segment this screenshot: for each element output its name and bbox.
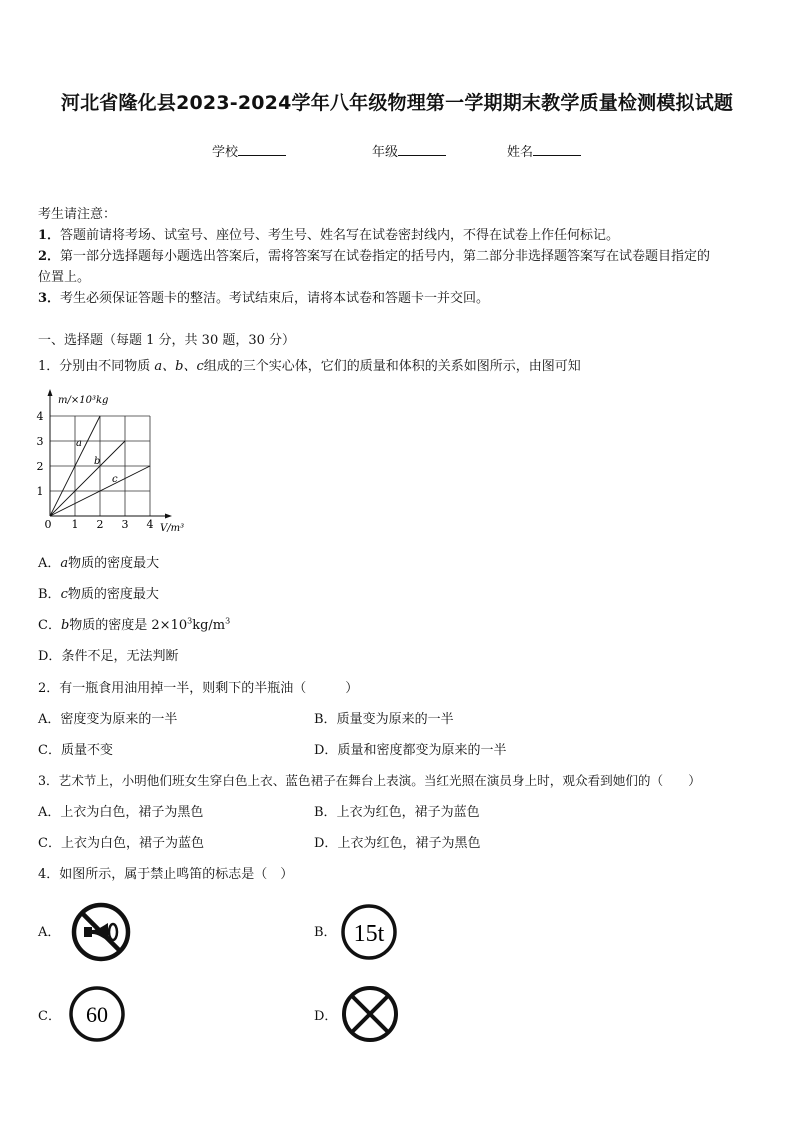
notice-heading: 考生请注意：: [38, 207, 117, 222]
notice-item-2: [38, 245, 710, 264]
notice-item-num: 3．: [38, 291, 61, 306]
option-label: B．: [38, 587, 61, 602]
q1-stem-vars: a、b、c: [154, 359, 204, 374]
x-tick-label: 0: [44, 518, 52, 531]
q1-option-c[interactable]: [38, 614, 230, 633]
option-text: 密度变为原来的一半: [60, 712, 178, 727]
notice-item-num: 1．: [38, 228, 61, 243]
x-axis-label: V/m³: [160, 523, 185, 534]
page-title: 河北省隆化县2023-2024学年八年级物理第一学期期末教学质量检测模拟试题: [60, 92, 734, 114]
series-label-a: a: [76, 438, 82, 449]
option-label: A．: [38, 805, 61, 820]
option-sup-unit: 3: [225, 616, 231, 626]
option-var: a: [60, 556, 69, 571]
notice-item-3: [38, 287, 489, 306]
option-text: 上衣为白色，裙子为蓝色: [60, 836, 204, 851]
q3-option-b[interactable]: [314, 801, 480, 820]
q3-stem: 3．艺术节上，小明他们班女生穿白色上衣、蓝色裙子在舞台上表演。当红光照在演员身上时，观众看到她们的（ ）: [38, 773, 701, 788]
y-tick-label: 2: [36, 460, 44, 473]
option-sup: 3: [187, 616, 193, 626]
notice-item-text: 第一部分选择题每小题选出答案后，需将答案写在试卷指定的括号内，第二部分非选择题答案写在试卷题目指定的: [60, 249, 711, 264]
q4-stem: 4．如图所示，属于禁止鸣笛的标志是（ ）: [38, 867, 294, 882]
weight-limit-text: 15t: [353, 921, 385, 947]
option-label: A．: [38, 712, 61, 727]
q1-option-b[interactable]: [38, 583, 159, 602]
no-horn-sign-icon[interactable]: [70, 901, 132, 963]
option-label: C．: [38, 836, 61, 851]
name-blank[interactable]: [533, 143, 581, 156]
grade-blank[interactable]: [398, 143, 446, 156]
option-text: 上衣为红色，裙子为黑色: [337, 836, 481, 851]
x-tick-label: 4: [146, 518, 154, 531]
x-tick-label: 3: [121, 518, 129, 531]
option-text: 物质的密度最大: [67, 587, 159, 602]
q2-option-b[interactable]: [314, 708, 454, 727]
notice-item-num: 2．: [38, 249, 61, 264]
option-var: b: [60, 618, 70, 633]
option-text: 条件不足，无法判断: [61, 649, 179, 664]
x-tick-label: 2: [96, 518, 104, 531]
grade-label: 年级: [372, 145, 399, 160]
notice-item-1: [38, 224, 619, 243]
series-label-c: c: [112, 474, 118, 485]
school-blank[interactable]: [238, 143, 286, 156]
option-text: 物质的密度最大: [68, 556, 160, 571]
option-label: C．: [38, 618, 61, 633]
q4-option-c-label[interactable]: C．: [38, 1009, 61, 1024]
option-label: D．: [314, 743, 338, 758]
option-text-unit: kg/m: [192, 618, 226, 633]
option-text: 质量和密度都变为原来的一半: [337, 743, 507, 758]
no-stopping-sign-icon[interactable]: [340, 984, 400, 1044]
y-tick-label: 3: [36, 435, 44, 448]
grade-field[interactable]: [372, 141, 446, 160]
weight-limit-sign-icon[interactable]: [340, 903, 398, 961]
x-tick-label: 1: [71, 518, 79, 531]
y-axis-label: m/×10³kg: [58, 395, 109, 406]
option-label: C．: [38, 743, 61, 758]
speed-limit-text: 60: [86, 1002, 108, 1027]
q2-stem: 2．有一瓶食用油用掉一半，则剩下的半瓶油（ ）: [38, 681, 359, 696]
q1-option-a[interactable]: [38, 552, 159, 571]
q4-option-b-label[interactable]: B．: [314, 925, 337, 940]
x-axis-arrow: [165, 514, 172, 519]
q1-stem-post: 组成的三个实心体，它们的质量和体积的关系如图所示，由图可知: [203, 359, 581, 374]
notice-item-text: 答题前请将考场、试室号、座位号、考生号、姓名写在试卷密封线内，不得在试卷上作任何标记。: [60, 228, 620, 243]
y-tick-label: 1: [36, 485, 44, 498]
option-text: 上衣为红色，裙子为蓝色: [336, 805, 480, 820]
notice-item-2-cont: 位置上。: [38, 270, 91, 285]
option-var: c: [60, 587, 68, 602]
section-heading: 一、选择题（每题 1 分，共 30 题，30 分）: [38, 333, 296, 348]
option-label: D．: [314, 836, 338, 851]
option-label: D．: [38, 649, 62, 664]
q4-option-d-label[interactable]: D．: [314, 1009, 338, 1024]
q3-option-a[interactable]: [38, 801, 203, 820]
notice-item-text: 考生必须保证答题卡的整洁。考试结束后，请将本试卷和答题卡一并交回。: [60, 291, 490, 306]
name-label: 姓名: [507, 145, 534, 160]
q1-stem: [38, 355, 581, 374]
option-text: 上衣为白色，裙子为黑色: [60, 805, 204, 820]
q1-stem-pre: 1．分别由不同物质: [38, 359, 155, 374]
school-label: 学校: [212, 145, 239, 160]
q2-option-c[interactable]: [38, 739, 113, 758]
school-field[interactable]: [212, 141, 286, 160]
speed-limit-sign-icon[interactable]: [68, 985, 126, 1043]
q3-option-d[interactable]: [314, 832, 480, 851]
q3-option-c[interactable]: [38, 832, 204, 851]
mass-volume-chart: [30, 388, 200, 538]
option-label: A．: [38, 556, 61, 571]
option-label: B．: [314, 712, 337, 727]
option-text: 物质的密度是 2×10: [69, 618, 188, 633]
option-text: 质量变为原来的一半: [336, 712, 454, 727]
q4-option-a-label[interactable]: A．: [38, 925, 61, 940]
q2-option-d[interactable]: [314, 739, 506, 758]
y-axis-arrow: [48, 389, 53, 396]
name-field[interactable]: [507, 141, 581, 160]
option-label: B．: [314, 805, 337, 820]
q2-option-a[interactable]: [38, 708, 177, 727]
q1-option-d[interactable]: [38, 645, 178, 664]
y-tick-label: 4: [36, 410, 44, 423]
series-label-b: b: [94, 456, 101, 467]
option-text: 质量不变: [60, 743, 113, 758]
